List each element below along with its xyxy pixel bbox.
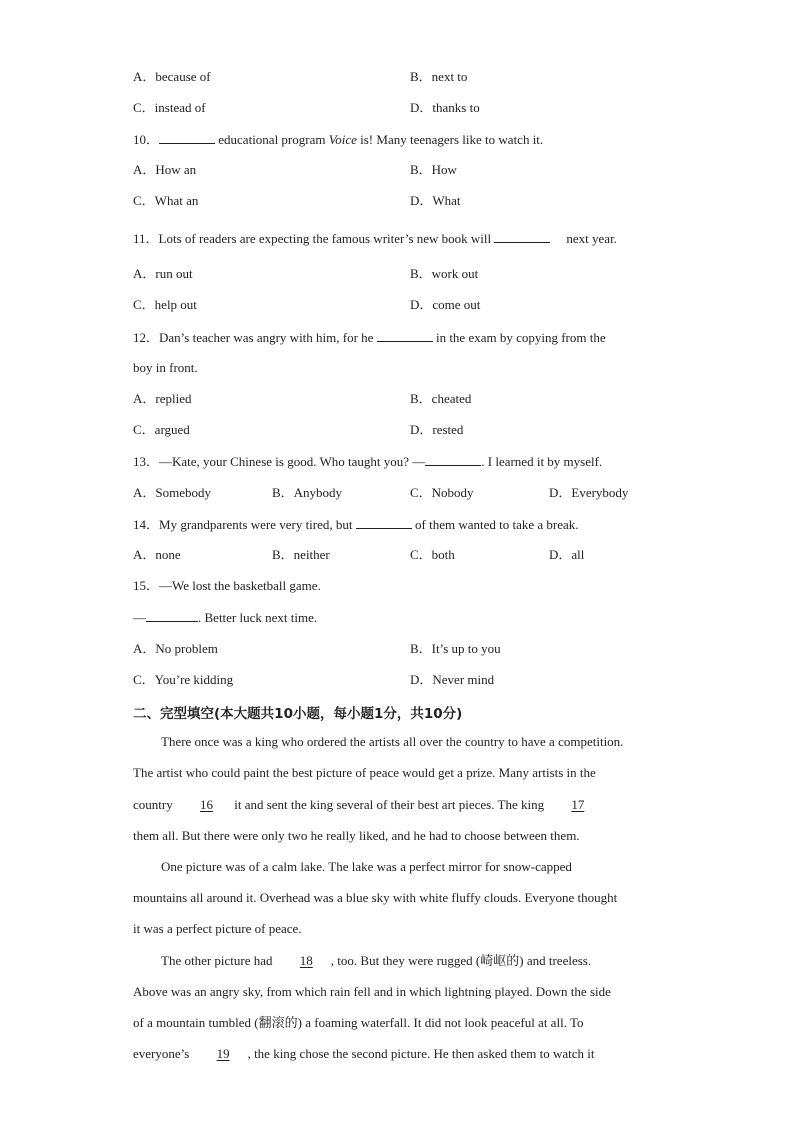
option-a: A．run out [133, 266, 193, 281]
passage-line: One picture was of a calm lake. The lake was a perfect mirror for snow-capped [161, 859, 572, 874]
passage-line: of a mountain tumbled (翻滚的) a foaming waterfall. It did not look peaceful at all. To [133, 1015, 584, 1030]
option-c: C．Nobody [410, 485, 474, 500]
answer-blank [356, 516, 412, 529]
blank-16: 16 [199, 797, 213, 812]
question-13: 13．—Kate, your Chinese is good. Who taught you? — . I learned it by myself. [133, 454, 603, 469]
option-b: B．How [410, 162, 457, 177]
option-a: A．because of [133, 69, 211, 84]
option-a: A．none [133, 547, 181, 562]
passage-line: mountains all around it. Overhead was a blue sky with white fluffy clouds. Everyone thought [133, 890, 618, 905]
passage-line: There once was a king who ordered the artists all over the country to have a competition. [161, 734, 624, 749]
option-c: C．You’re kidding [133, 672, 234, 687]
option-d: D．Never mind [410, 672, 495, 687]
option-d: D．all [549, 547, 585, 562]
option-b: B．work out [410, 266, 479, 281]
option-d: D．thanks to [410, 100, 480, 115]
question-14: 14．My grandparents were very tired, but of them wanted to take a break. [133, 517, 579, 532]
passage-line: The other picture had 18 , too. But they were rugged (崎岖的) and treeless. [161, 953, 592, 968]
passage-line: The artist who could paint the best picture of peace would get a prize. Many artists in the [133, 765, 596, 780]
passage-line: it was a perfect picture of peace. [133, 921, 302, 936]
option-d: D．rested [410, 422, 464, 437]
answer-blank [159, 131, 215, 144]
passage-line: Above was an angry sky, from which rain fell and in which lightning played. Down the side [133, 984, 611, 999]
question-12-line-2: boy in front. [133, 360, 198, 375]
option-c: C．instead of [133, 100, 206, 115]
option-c: C．help out [133, 297, 197, 312]
option-a: A．replied [133, 391, 192, 406]
blank-18: 18 [299, 953, 313, 968]
option-b: B．next to [410, 69, 468, 84]
option-d: D．come out [410, 297, 481, 312]
question-15: 15．—We lost the basketball game. [133, 578, 321, 593]
question-12: 12．Dan’s teacher was angry with him, for he in the exam by copying from the [133, 330, 606, 345]
answer-blank [425, 453, 481, 466]
option-c: C．argued [133, 422, 190, 437]
option-c: C．both [410, 547, 455, 562]
option-c: C．What an [133, 193, 199, 208]
passage-line: them all. But there were only two he really liked, and he had to choose between them. [133, 828, 580, 843]
answer-blank [146, 609, 198, 622]
option-b: B．neither [272, 547, 330, 562]
blank-17: 17 [571, 797, 585, 812]
passage-line: country 16 it and sent the king several of their best art pieces. The king 17 [133, 797, 663, 813]
option-b: B．Anybody [272, 485, 343, 500]
answer-blank [494, 230, 550, 243]
option-a: A．Somebody [133, 485, 212, 500]
question-11: 11．Lots of readers are expecting the famous writer’s new book will next year. [133, 231, 617, 246]
option-a: A．How an [133, 162, 197, 177]
answer-blank [377, 329, 433, 342]
option-d: D．What [410, 193, 461, 208]
option-b: B．It’s up to you [410, 641, 501, 656]
section-heading: 二、完型填空(本大题共10小题，每小题1分，共10分) [133, 706, 463, 722]
option-b: B．cheated [410, 391, 472, 406]
question-10: 10． educational program Voice is! Many teenagers like to watch it. [133, 132, 544, 147]
option-d: D．Everybody [549, 485, 629, 500]
option-a: A．No problem [133, 641, 218, 656]
passage-line: everyone’s 19 , the king chose the second picture. He then asked them to watch it [133, 1046, 595, 1061]
blank-19: 19 [216, 1046, 230, 1061]
question-15-reply: — . Better luck next time. [133, 610, 318, 625]
